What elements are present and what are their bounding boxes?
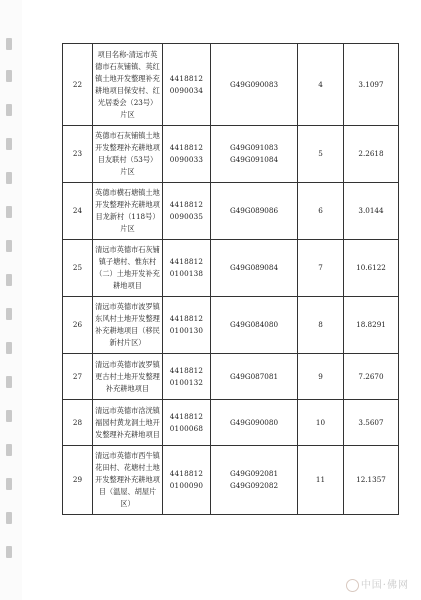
map-sheet-number: G49G090080 xyxy=(211,400,298,446)
binding-hole xyxy=(6,70,12,82)
row-number: 28 xyxy=(63,400,93,446)
plot-sequence: 9 xyxy=(298,354,344,400)
project-name: 项目名称-清远市英德市石灰铺镇、英红镇土地开发整理补充耕地项目保安村、红光居委会（23号）片区 xyxy=(93,44,163,126)
project-name: 英德市石灰铺镇土地开发整理补充耕地项目友联村（53号）片区 xyxy=(93,126,163,183)
project-code: 4418812 0090035 xyxy=(163,183,211,240)
binding-hole xyxy=(6,206,12,218)
project-code: 4418812 0090034 xyxy=(163,44,211,126)
plot-area: 18.8291 xyxy=(344,297,399,354)
table-row xyxy=(63,297,399,354)
plot-area: 3.0144 xyxy=(344,183,399,240)
plot-area: 3.1097 xyxy=(344,44,399,126)
row-number: 26 xyxy=(63,297,93,354)
binding-hole xyxy=(6,38,12,50)
plot-sequence: 6 xyxy=(298,183,344,240)
project-name: 清远市英德市西牛镇花田村、花塘村土地开发整理补充耕地项目（温屋、胡屋片区） xyxy=(93,446,163,515)
project-table xyxy=(62,43,399,515)
binding-hole xyxy=(6,546,12,558)
table-row xyxy=(63,183,399,240)
binding-hole xyxy=(6,240,12,252)
plot-sequence: 4 xyxy=(298,44,344,126)
binding-hole xyxy=(6,410,12,422)
table-row xyxy=(63,126,399,183)
binding-hole xyxy=(6,478,12,490)
plot-area: 7.2670 xyxy=(344,354,399,400)
plot-sequence: 5 xyxy=(298,126,344,183)
row-number: 24 xyxy=(63,183,93,240)
binding-hole xyxy=(6,274,12,286)
project-code: 4418812 0100132 xyxy=(163,354,211,400)
map-sheet-number: G49G090083 xyxy=(211,44,298,126)
table-row xyxy=(63,44,399,126)
row-number: 27 xyxy=(63,354,93,400)
project-code: 4418812 0100138 xyxy=(163,240,211,297)
site-watermark: 中国·佛网 xyxy=(360,580,409,591)
binding-hole xyxy=(6,104,12,116)
project-code: 4418812 0100068 xyxy=(163,400,211,446)
binding-margin xyxy=(0,0,22,600)
row-number: 22 xyxy=(63,44,93,126)
project-code: 4418812 0100090 xyxy=(163,446,211,515)
project-name: 清远市英德市石灰铺镇子塘村、惟东村（二）土地开发补充耕地项目 xyxy=(93,240,163,297)
plot-area: 2.2618 xyxy=(344,126,399,183)
binding-hole xyxy=(6,172,12,184)
project-code: 4418812 0090033 xyxy=(163,126,211,183)
plot-area: 3.5607 xyxy=(344,400,399,446)
map-sheet-number: G49G089086 xyxy=(211,183,298,240)
row-number: 25 xyxy=(63,240,93,297)
table-row xyxy=(63,400,399,446)
binding-hole xyxy=(6,138,12,150)
plot-sequence: 8 xyxy=(298,297,344,354)
binding-hole xyxy=(6,512,12,524)
binding-hole xyxy=(6,444,12,456)
map-sheet-number: G49G084080 xyxy=(211,297,298,354)
table-row xyxy=(63,354,399,400)
binding-hole xyxy=(6,376,12,388)
project-name: 清远市英德市浛洸镇福园村黄龙洞土地开发整理补充耕地项目 xyxy=(93,400,163,446)
plot-sequence: 7 xyxy=(298,240,344,297)
row-number: 29 xyxy=(63,446,93,515)
table-row xyxy=(63,446,399,515)
project-name: 英德市横石塘镇土地开发整理补充耕地项目龙新村（118号）片区 xyxy=(93,183,163,240)
map-sheet-number: G49G089084 xyxy=(211,240,298,297)
table-row xyxy=(63,240,399,297)
plot-sequence: 11 xyxy=(298,446,344,515)
map-sheet-number: G49G087081 xyxy=(211,354,298,400)
project-name: 清远市英德市波罗镇东风村土地开发整理补充耕地项目（移民新村片区） xyxy=(93,297,163,354)
binding-hole xyxy=(6,342,12,354)
row-number: 23 xyxy=(63,126,93,183)
project-code: 4418812 0100130 xyxy=(163,297,211,354)
binding-hole xyxy=(6,308,12,320)
plot-area: 10.6122 xyxy=(344,240,399,297)
project-name: 清远市英德市波罗镇更古村土地开发整理补充耕地项目 xyxy=(93,354,163,400)
watermark-seal-icon xyxy=(346,579,359,592)
map-sheet-number: G49G092081 G49G092082 xyxy=(211,446,298,515)
plot-area: 12.1357 xyxy=(344,446,399,515)
map-sheet-number: G49G091083 G49G091084 xyxy=(211,126,298,183)
plot-sequence: 10 xyxy=(298,400,344,446)
